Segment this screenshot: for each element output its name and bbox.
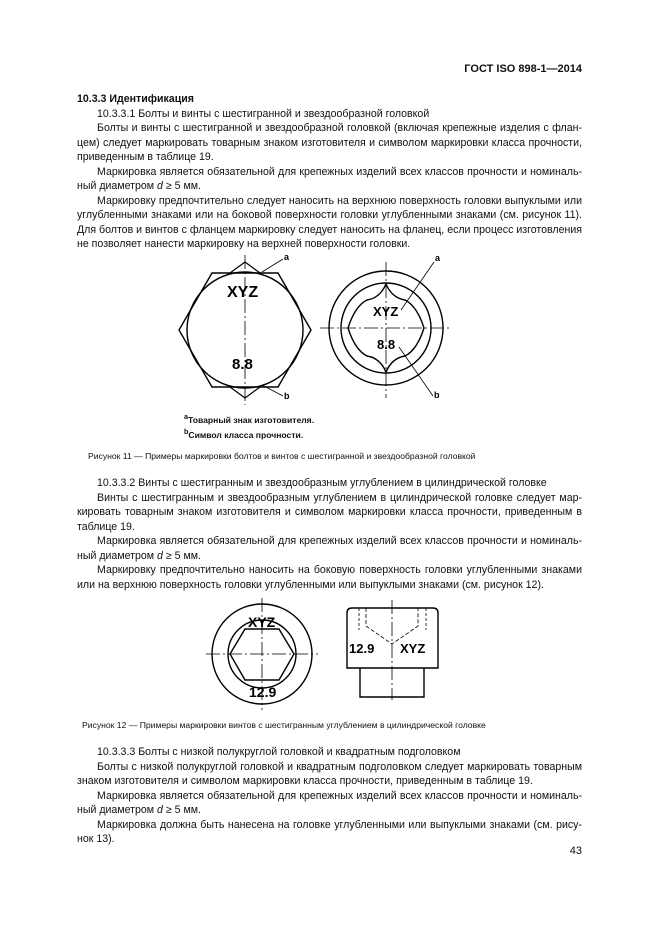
note-b: $^b$Символ класса прочности. <box>184 427 304 440</box>
socket-head-side <box>347 608 438 668</box>
side-left-mark: 12.9 <box>349 641 375 656</box>
paragraph: Маркировку предпочтительно наносить на боковую поверхность головки углубленными знаками или на верхнюю поверхность головки углубленными или выпуклыми знаками (см. рисунок 12). <box>77 564 582 591</box>
side-right-mark: XYZ <box>400 641 426 656</box>
section-10-3-3-3 <box>77 745 582 847</box>
figure-12-caption: Рисунок 12 — Примеры маркировки винтов с шестигранным углублением в цилиндрической головке <box>82 720 486 730</box>
paragraph: Болты и винты с шестигранной и звездообразной головкой (включая крепежные изделия с флан-цем) следует маркировать товарным знаком изготовителя и символом маркировки класса прочности, приведенным в таблице 19. <box>77 122 582 163</box>
document-header: ГОСТ ISO 898-1—2014 <box>464 63 582 75</box>
star-label-a: a <box>435 253 441 263</box>
note-a: $^a$Товарный знак изготовителя. <box>184 413 315 425</box>
page-number: 43 <box>569 845 582 857</box>
subsection-title: 10.3.3.3 Болты с низкой полукруглой головкой и квадратным подголовком <box>97 746 461 758</box>
paragraph: Винты с шестигранным и звездообразным углублением в цилиндрической головке следует мар-кировать товарным знаком изготовителя и символом маркировки класса прочности, приведенным в таблице 19. <box>77 491 582 533</box>
paragraph: Болты с низкой полукруглой головкой и квадратным подголовком следует маркировать товарным знаком изготовителя и символом маркировки класса прочности, приведенным в таблице 19. <box>77 760 582 787</box>
paragraph: Маркировка должна быть нанесена на головке углубленными или выпуклыми знаками (см. рису-нок 13). <box>77 818 582 845</box>
hex-label-b: b <box>284 391 290 401</box>
paragraph: Маркировка является обязательной для крепежных изделий всех классов прочности и номиналь-ный диаметром d ≥ 5 мм. <box>77 535 582 562</box>
figure-11-caption: Рисунок 11 — Примеры маркировки болтов и винтов с шестигранной и звездообразной головкой <box>88 451 476 461</box>
star-label-b: b <box>434 390 440 400</box>
socket-top-mark: XYZ <box>248 614 276 630</box>
paragraph: Маркировка является обязательной для крепежных изделий всех классов прочности и номиналь-ный диаметром d ≥ 5 мм. <box>77 789 582 816</box>
section-title: 10.3.3 Идентификация <box>77 93 194 105</box>
subsection-title: 10.3.3.1 Болты и винты с шестигранной и звездообразной головкой <box>97 107 430 120</box>
hex-bottom-mark: 8.8 <box>232 356 253 373</box>
star-bottom-mark: 8.8 <box>377 337 396 352</box>
hex-label-a: a <box>284 252 290 262</box>
subsection-title: 10.3.3.2 Винты с шестигранным и звездообразным углублением в цилиндрической головке <box>97 477 547 489</box>
paragraph: Маркировку предпочтительно следует наносить на верхнюю поверхность головки выпуклыми или углубленными знаками или на боковой поверхности головки углубленными знаками (см. рисунок 11). Для болтов и винтов с фланцем маркировку следует наносить на фланец, если процесс изготовления не позволяет нанести маркировку на верхней поверхности головки. <box>77 194 582 250</box>
socket-bottom-mark: 12.9 <box>249 684 277 700</box>
paragraph: Маркировка является обязательной для крепежных изделий всех классов прочности и номиналь-ный диаметром d ≥ 5 мм. <box>77 165 582 192</box>
star-top-mark: XYZ <box>373 304 399 319</box>
hex-top-mark: XYZ <box>227 284 259 301</box>
